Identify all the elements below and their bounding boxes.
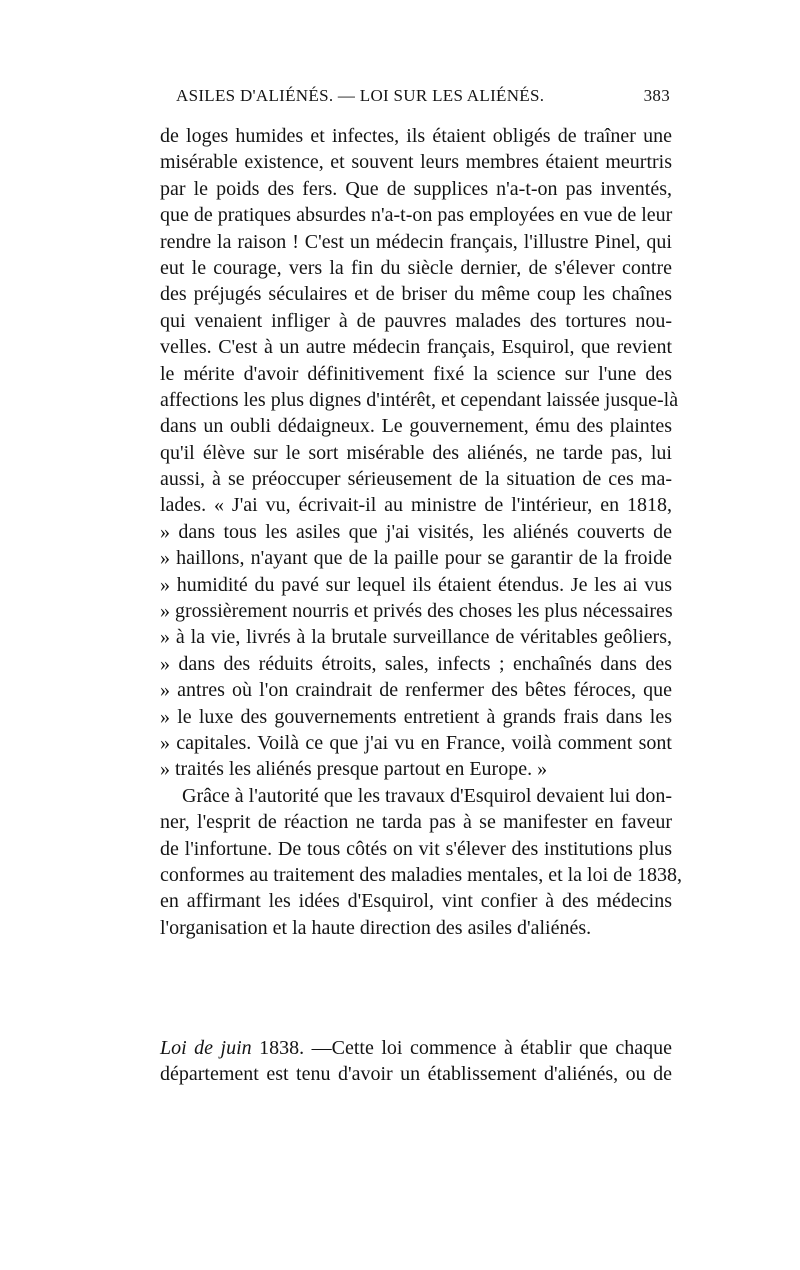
section-line: département est tenu d'avoir un établissement d'aliénés, ou de: [160, 1063, 672, 1086]
text-line: qu'il élève sur le sort misérable des aliénés, ne tarde pas, lui: [160, 441, 672, 464]
page-number: 383: [643, 86, 670, 105]
text-line: lades. « J'ai vu, écrivait-il au ministre de l'intérieur, en 1818,: [160, 494, 672, 517]
text-line: ner, l'esprit de réaction ne tarda pas à se manifester en faveur: [160, 811, 672, 834]
text-line: des préjugés séculaires et de briser du même coup les chaînes: [160, 283, 672, 306]
text-line: affections les plus dignes d'intérêt, et cependant laissée jusque-là: [160, 388, 679, 411]
text-line: velles. C'est à un autre médecin français, Esquirol, que revient: [160, 336, 672, 359]
paragraph-2: [160, 783, 683, 941]
text-line: Grâce à l'autorité que les travaux d'Esquirol devaient lui don-: [182, 784, 672, 807]
quote-line: » capitales. Voilà ce que j'ai vu en France, voilà comment sont: [160, 731, 672, 754]
text-line: dans un oubli dédaigneux. Le gouvernement, ému des plaintes: [160, 415, 672, 438]
text-line: de l'infortune. De tous côtés on vit s'élever des institutions plus: [160, 837, 672, 860]
quote-line: » haillons, n'ayant que de la paille pour se garantir de la froide: [160, 547, 672, 570]
text-line: eut le courage, vers la fin du siècle dernier, de s'élever contre: [160, 256, 672, 279]
text-line: conformes au traitement des maladies mentales, et la loi de 1838,: [160, 863, 683, 886]
quote-line: » grossièrement nourris et privés des choses les plus nécessaires: [160, 600, 673, 623]
text-line: de loges humides et infectes, ils étaient obligés de traîner une: [160, 125, 672, 147]
text-line: rendre la raison ! C'est un médecin français, l'illustre Pinel, qui: [160, 230, 672, 253]
section-heading: Loi de juin: [160, 1037, 252, 1059]
section-line-text: 1838. —Cette loi commence à établir que chaque: [251, 1037, 672, 1059]
running-title: ASILES D'ALIÉNÉS. — LOI SUR LES ALIÉNÉS.: [176, 86, 545, 105]
section-loi-1838: [160, 1035, 672, 1088]
body-text: [160, 123, 683, 941]
section-line: [160, 1035, 672, 1061]
paragraph-1: [160, 123, 679, 783]
quote-line: » humidité du pavé sur lequel ils étaient étendus. Je les ai vus: [160, 573, 672, 596]
text-line: aussi, à se préoccuper sérieusement de la situation de ces ma-: [160, 468, 672, 491]
quote-line: » dans tous les asiles que j'ai visités, les aliénés couverts de: [160, 520, 672, 543]
quote-line: » traités les aliénés presque partout en Europe. »: [160, 758, 548, 781]
text-line: qui venaient infliger à de pauvres malades des tortures nou-: [160, 309, 672, 332]
quote-line: » le luxe des gouvernements entretient à grands frais dans les: [160, 705, 672, 728]
text-line: le mérite d'avoir définitivement fixé la science sur l'une des: [160, 362, 672, 385]
quote-line: » antres où l'on craindrait de renfermer des bêtes féroces, que: [160, 679, 672, 702]
quote-line: » dans des réduits étroits, sales, infects ; enchaînés dans des: [160, 652, 672, 675]
text-line: misérable existence, et souvent leurs membres étaient meurtris: [160, 151, 672, 174]
text-line: par le poids des fers. Que de supplices n'a-t-on pas inventés,: [160, 177, 672, 200]
text-line: l'organisation et la haute direction des asiles d'aliénés.: [160, 916, 592, 939]
quote-line: » à la vie, livrés à la brutale surveillance de véritables geôliers,: [160, 626, 672, 649]
text-line: que de pratiques absurdes n'a-t-on pas employées en vue de leur: [160, 204, 673, 227]
text-line: en affirmant les idées d'Esquirol, vint confier à des médecins: [160, 890, 672, 913]
